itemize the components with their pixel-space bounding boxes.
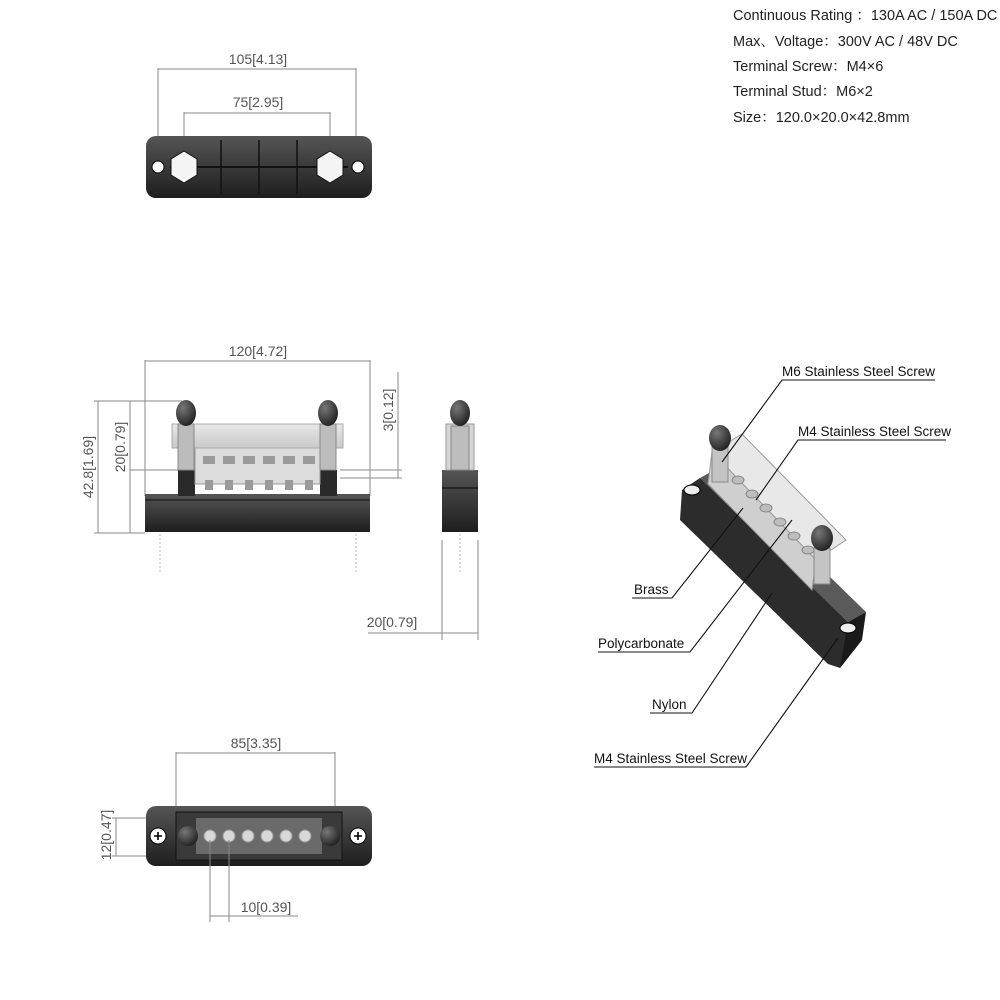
m6-stud-cap — [318, 400, 338, 426]
label-m4-screw-top: M4 Stainless Steel Screw — [798, 424, 952, 439]
dim-bottom-height: 12[0.47] — [98, 809, 114, 861]
label-brass: Brass — [634, 582, 669, 597]
label-nylon: Nylon — [652, 697, 687, 712]
iso-stud-cap — [709, 425, 731, 451]
top-view — [146, 51, 372, 198]
mount-hole — [352, 161, 364, 173]
spec-continuous-rating: Continuous Rating ：130A AC / 150A DC — [733, 8, 998, 24]
dim-front-body: 20[0.79] — [112, 421, 128, 473]
m6-stud-cap — [178, 826, 198, 846]
front-view — [80, 343, 402, 572]
label-m4-screw-bottom: M4 Stainless Steel Screw — [594, 751, 748, 766]
side-view — [367, 400, 478, 640]
polycarbonate-cover — [172, 424, 343, 448]
bottom-view — [98, 735, 372, 922]
mount-hole — [152, 161, 164, 173]
dim-side-depth: 20[0.79] — [366, 614, 418, 630]
side-base — [442, 470, 478, 532]
dim-top-overall: 105[4.13] — [228, 51, 288, 67]
dim-top-inner: 75[2.95] — [232, 94, 284, 110]
spec-terminal-screw: Terminal Screw：M4×6 — [733, 59, 884, 75]
dim-bottom-width: 85[3.35] — [230, 735, 282, 751]
spec-terminal-stud: Terminal Stud：M6×2 — [733, 84, 873, 100]
m6-stud-cap — [320, 826, 340, 846]
spec-size: Size：120.0×20.0×42.8mm — [733, 110, 910, 126]
m6-stud-cap — [450, 400, 470, 426]
spec-max-voltage: Max、Voltage：300V AC / 48V DC — [733, 34, 958, 50]
brass-bar — [195, 448, 320, 484]
dim-front-width: 120[4.72] — [228, 343, 288, 359]
isometric-view — [594, 364, 951, 767]
dim-front-top: 3[0.12] — [380, 388, 396, 432]
label-polycarbonate: Polycarbonate — [598, 636, 685, 651]
iso-stud-cap — [811, 525, 833, 551]
dim-bottom-pitch: 10[0.39] — [240, 899, 292, 915]
m6-stud-cap — [176, 400, 196, 426]
label-m6-screw: M6 Stainless Steel Screw — [782, 364, 936, 379]
dim-front-height: 42.8[1.69] — [80, 435, 96, 499]
